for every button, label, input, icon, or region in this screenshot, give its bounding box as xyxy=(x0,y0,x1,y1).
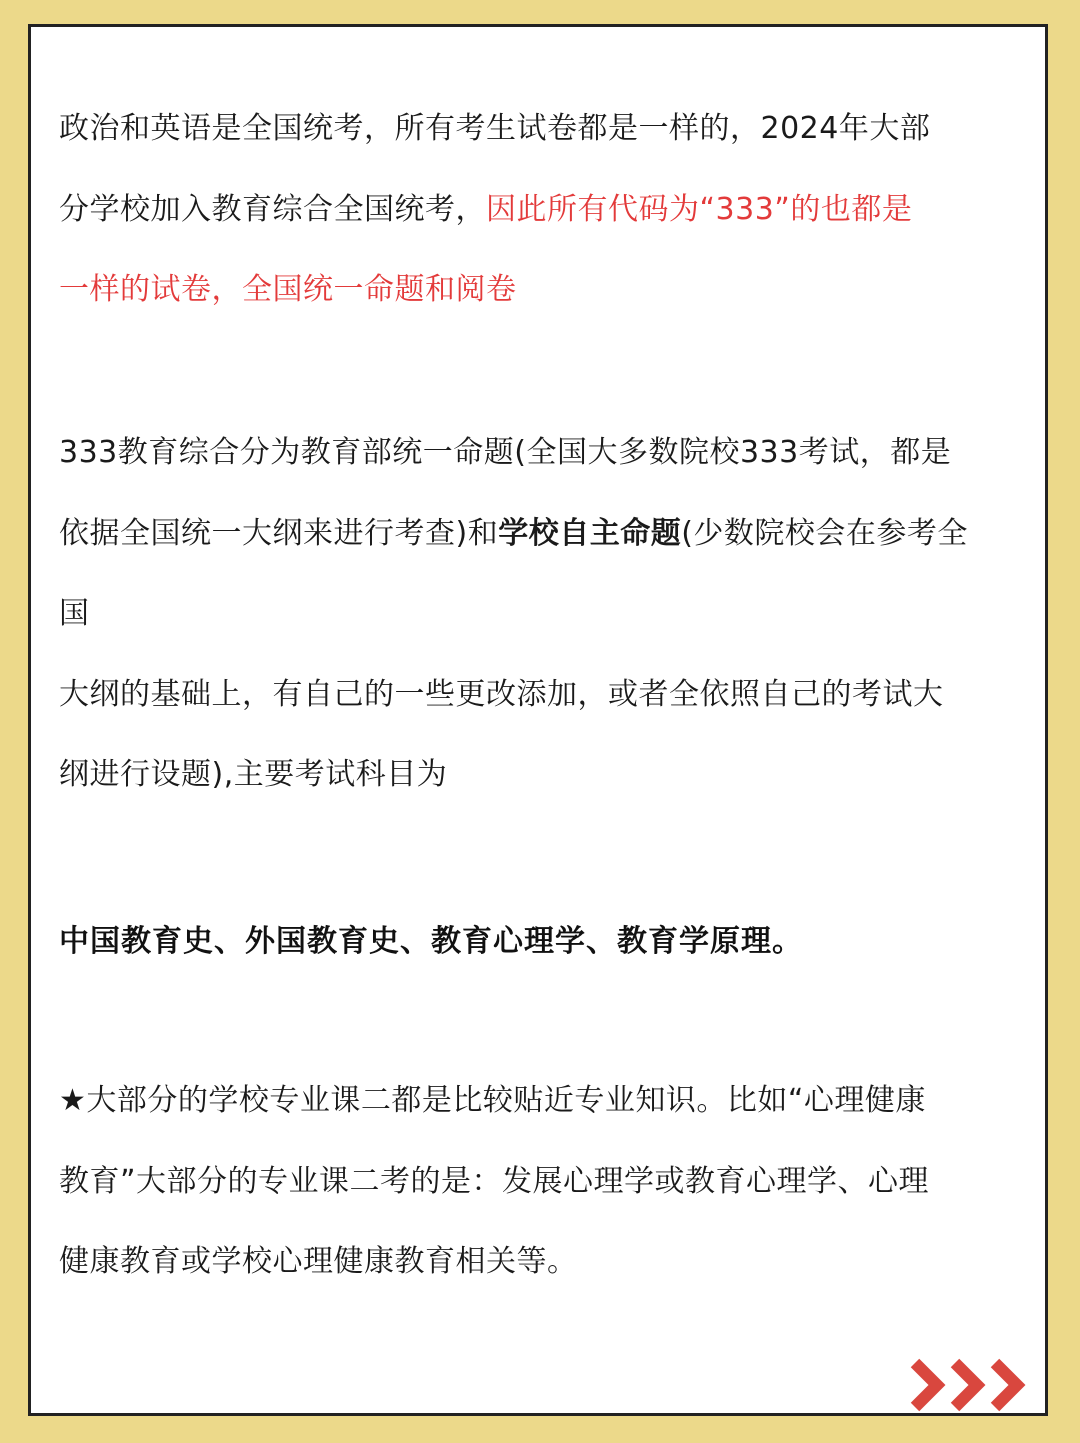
desc-line-4: 大纲的基础上，有自己的一些更改添加，或者全依照自己的考试大 xyxy=(59,676,944,712)
desc-line-2-a: 依据全国统一大纲来进行考查)和 xyxy=(59,515,499,551)
desc-line-3: 国 xyxy=(59,596,90,631)
intro-line-2 xyxy=(59,170,1029,251)
desc-line-5: 纲进行设题),主要考试科目为 xyxy=(59,757,448,792)
paragraph-333-description xyxy=(59,413,1029,816)
subjects-list: 中国教育史、外国教育史、教育心理学、教育学原理。 xyxy=(59,924,803,959)
desc-line-2-b: (少数院校会在参考全 xyxy=(681,515,968,551)
desc-bold-term: 学校自主命题 xyxy=(498,515,682,551)
triple-chevron-right-icon xyxy=(909,1357,1037,1413)
desc-line-1: 333教育综合分为教育部统一命题(全国大多数院校333考试，都是 xyxy=(59,435,952,470)
paragraph-course-two xyxy=(59,1061,1029,1303)
paragraph-intro xyxy=(59,89,1029,331)
course-line-1: ★大部分的学校专业课二都是比较贴近专业知识。比如“心理健康 xyxy=(59,1083,926,1118)
intro-line-3-highlight: 一样的试卷，全国统一命题和阅卷 xyxy=(59,272,517,307)
intro-highlight: 因此所有代码为“333”的也都是 xyxy=(486,191,913,227)
course-line-3: 健康教育或学校心理健康教育相关等。 xyxy=(59,1244,578,1279)
content-card xyxy=(28,24,1048,1416)
desc-line-2 xyxy=(59,494,1029,575)
intro-line-1: 政治和英语是全国统考，所有考生试卷都是一样的，2024年大部 xyxy=(59,111,931,146)
course-line-2: 教育”大部分的专业课二考的是：发展心理学或教育心理学、心理 xyxy=(59,1163,930,1199)
intro-line-2-plain: 分学校加入教育综合全国统考， xyxy=(59,191,486,227)
